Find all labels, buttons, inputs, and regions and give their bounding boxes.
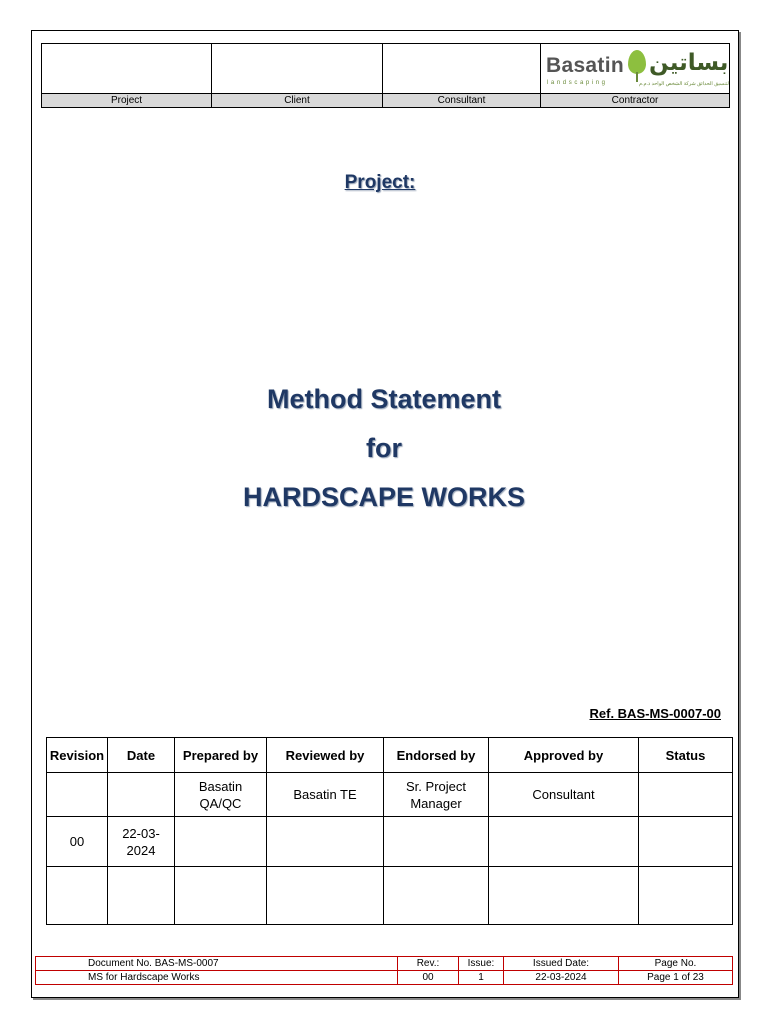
table-cell xyxy=(47,867,108,925)
footer-issue-label: Issue: xyxy=(459,957,504,971)
leaf-icon xyxy=(628,50,646,74)
col-status: Status xyxy=(639,738,733,773)
contractor-logo-box xyxy=(541,44,730,94)
table-cell xyxy=(639,817,733,867)
consultant-box xyxy=(383,44,541,94)
footer-issued-date: 22-03-2024 xyxy=(504,971,619,985)
footer-doc-title: MS for Hardscape Works xyxy=(36,971,398,985)
col-reviewed: Reviewed by xyxy=(267,738,384,773)
basatin-logo xyxy=(541,44,729,93)
table-cell: Basatin TE xyxy=(267,773,384,817)
revision-table xyxy=(46,737,733,925)
leaf-stem xyxy=(636,72,638,82)
document-footer xyxy=(35,956,733,985)
logo-wordmark: Basatin xyxy=(546,54,624,77)
col-revision: Revision xyxy=(47,738,108,773)
project-heading: Project: xyxy=(344,172,416,193)
footer-rev-label: Rev.: xyxy=(398,957,459,971)
table-cell xyxy=(267,867,384,925)
table-cell xyxy=(267,817,384,867)
project-box xyxy=(42,44,212,94)
reference-number: Ref. BAS-MS-0007-00 xyxy=(589,706,721,721)
col-approved: Approved by xyxy=(489,738,639,773)
table-cell xyxy=(639,773,733,817)
logo-arabic-tagline: لتنسيق الحدائق شركة الشخص الواحد ذ.م.م xyxy=(639,81,729,87)
table-cell xyxy=(108,773,175,817)
header-table xyxy=(41,43,730,108)
footer-issued-label: Issued Date: xyxy=(504,957,619,971)
footer-doc-no: Document No. BAS-MS-0007 xyxy=(36,957,398,971)
table-cell xyxy=(489,817,639,867)
table-cell xyxy=(175,817,267,867)
table-cell xyxy=(175,867,267,925)
table-row xyxy=(47,817,733,867)
footer-page-label: Page No. xyxy=(619,957,733,971)
table-cell xyxy=(108,867,175,925)
title-line-1: Method Statement xyxy=(266,384,501,414)
client-box xyxy=(212,44,383,94)
col-endorsed: Endorsed by xyxy=(384,738,489,773)
label-consultant: Consultant xyxy=(383,94,541,108)
table-cell xyxy=(47,773,108,817)
table-cell: Consultant xyxy=(489,773,639,817)
table-cell xyxy=(639,867,733,925)
label-client: Client xyxy=(212,94,383,108)
title-line-2: for xyxy=(366,433,402,463)
col-prepared: Prepared by xyxy=(175,738,267,773)
title-line-3: HARDSCAPE WORKS xyxy=(242,482,525,512)
table-cell: 22-03-2024 xyxy=(108,817,175,867)
logo-tagline: landscaping xyxy=(547,80,608,86)
logo-arabic: بساتين xyxy=(649,50,729,76)
footer-issue: 1 xyxy=(459,971,504,985)
label-contractor: Contractor xyxy=(541,94,730,108)
table-cell xyxy=(384,817,489,867)
label-project: Project xyxy=(42,94,212,108)
footer-page-number: Page 1 of 23 xyxy=(619,971,733,985)
col-date: Date xyxy=(108,738,175,773)
table-cell: Basatin QA/QC xyxy=(175,773,267,817)
footer-rev: 00 xyxy=(398,971,459,985)
table-cell xyxy=(489,867,639,925)
table-row xyxy=(47,867,733,925)
table-cell: Sr. Project Manager xyxy=(384,773,489,817)
table-row xyxy=(47,773,733,817)
table-cell xyxy=(384,867,489,925)
table-cell: 00 xyxy=(47,817,108,867)
